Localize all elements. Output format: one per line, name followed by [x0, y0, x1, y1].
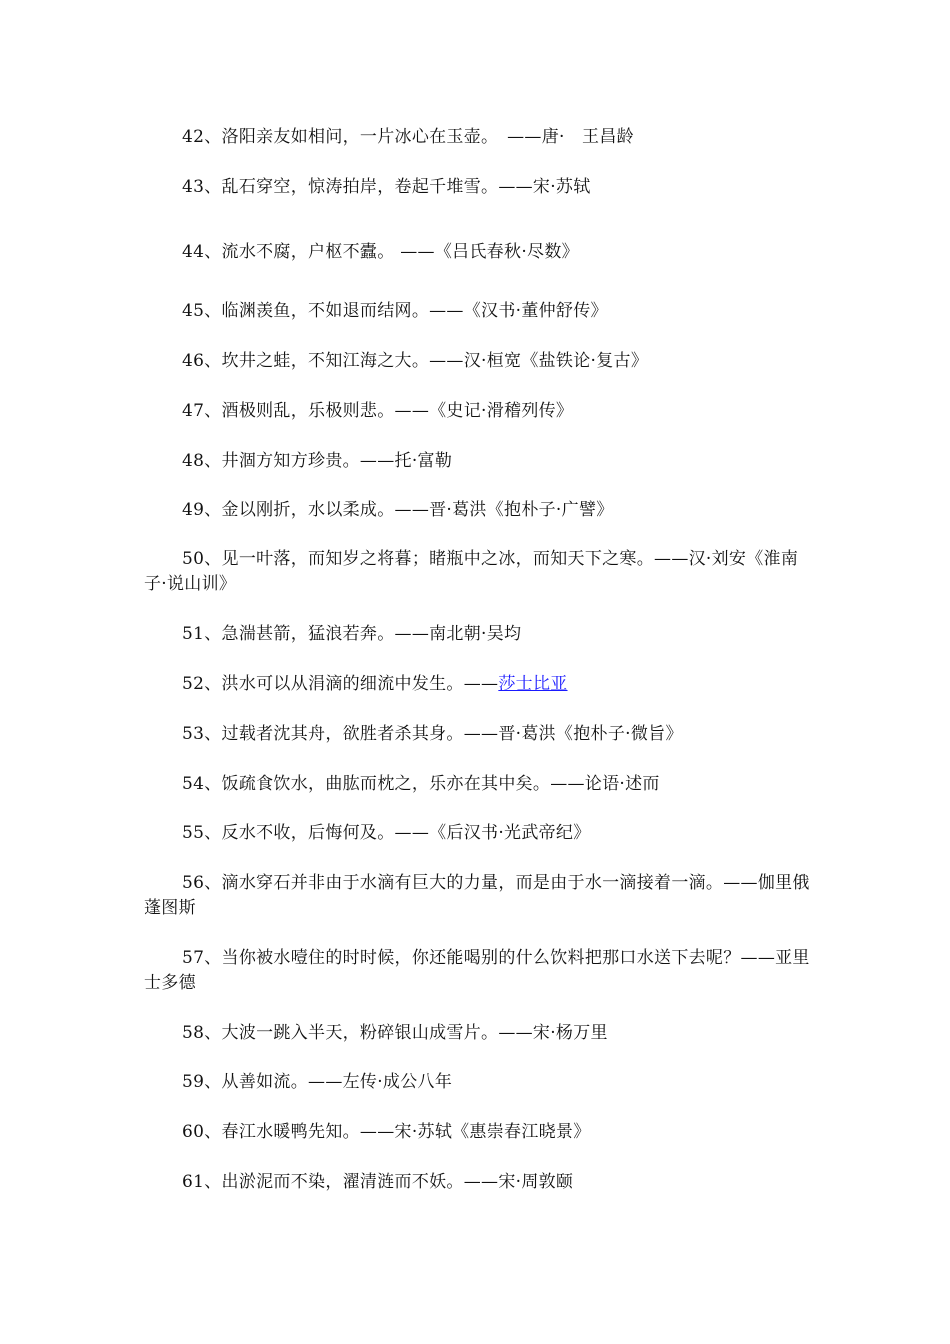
quote-53: 53、过载者沈其舟，欲胜者杀其身。——晋·葛洪《抱朴子·微旨》: [182, 724, 683, 744]
quote-51: 51、急湍甚箭，猛浪若奔。——南北朝·吴均: [182, 624, 522, 644]
quote-59: 59、从善如流。——左传·成公八年: [182, 1072, 453, 1092]
quote-57: 57、当你被水噎住的时时候，你还能喝别的什么饮料把那口水送下去呢？——亚里士多德: [144, 948, 810, 993]
quote-44: 44、流水不腐，户枢不蠹。 ——《吕氏春秋·尽数》: [182, 242, 579, 262]
quote-55: 55、反水不收，后悔何及。——《后汉书·光武帝纪》: [182, 823, 591, 843]
quote-52: 52、洪水可以从涓滴的细流中发生。——莎士比亚: [182, 674, 568, 694]
quote-49: 49、金以刚折，水以柔成。——晋·葛洪《抱朴子·广譬》: [182, 500, 614, 520]
quote-50: 50、见一叶落，而知岁之将暮；睹瓶中之冰，而知天下之寒。——汉·刘安《淮南子·说山训》: [144, 549, 799, 594]
quote-60: 60、春江水暖鸭先知。——宋·苏轼《惠崇春江晓景》: [182, 1122, 591, 1142]
quote-47: 47、酒极则乱，乐极则悲。——《史记·滑稽列传》: [182, 401, 574, 421]
quote-56: 56、滴水穿石并非由于水滴有巨大的力量，而是由于水一滴接着一滴。——伽里俄蓬图斯: [144, 873, 810, 918]
quote-46: 46、坎井之蛙，不知江海之大。——汉·桓宽《盐铁论·复古》: [182, 351, 649, 371]
quote-42: 42、洛阳亲友如相问，一片冰心在玉壶。 ——唐· 王昌龄: [182, 127, 634, 147]
quote-45: 45、临渊羡鱼，不如退而结网。——《汉书·董仲舒传》: [182, 301, 608, 321]
quote-43: 43、乱石穿空，惊涛拍岸，卷起千堆雪。——宋·苏轼: [182, 177, 591, 197]
quote-58: 58、大波一跳入半天，粉碎银山成雪片。——宋·杨万里: [182, 1023, 608, 1043]
quote-61: 61、出淤泥而不染，濯清涟而不妖。——宋·周敦颐: [182, 1172, 574, 1192]
shakespeare-link[interactable]: 莎士比亚: [498, 674, 568, 694]
quote-54: 54、饭疏食饮水，曲肱而枕之，乐亦在其中矣。——论语·述而: [182, 774, 660, 794]
quote-48: 48、井涸方知方珍贵。——托·富勒: [182, 451, 453, 471]
